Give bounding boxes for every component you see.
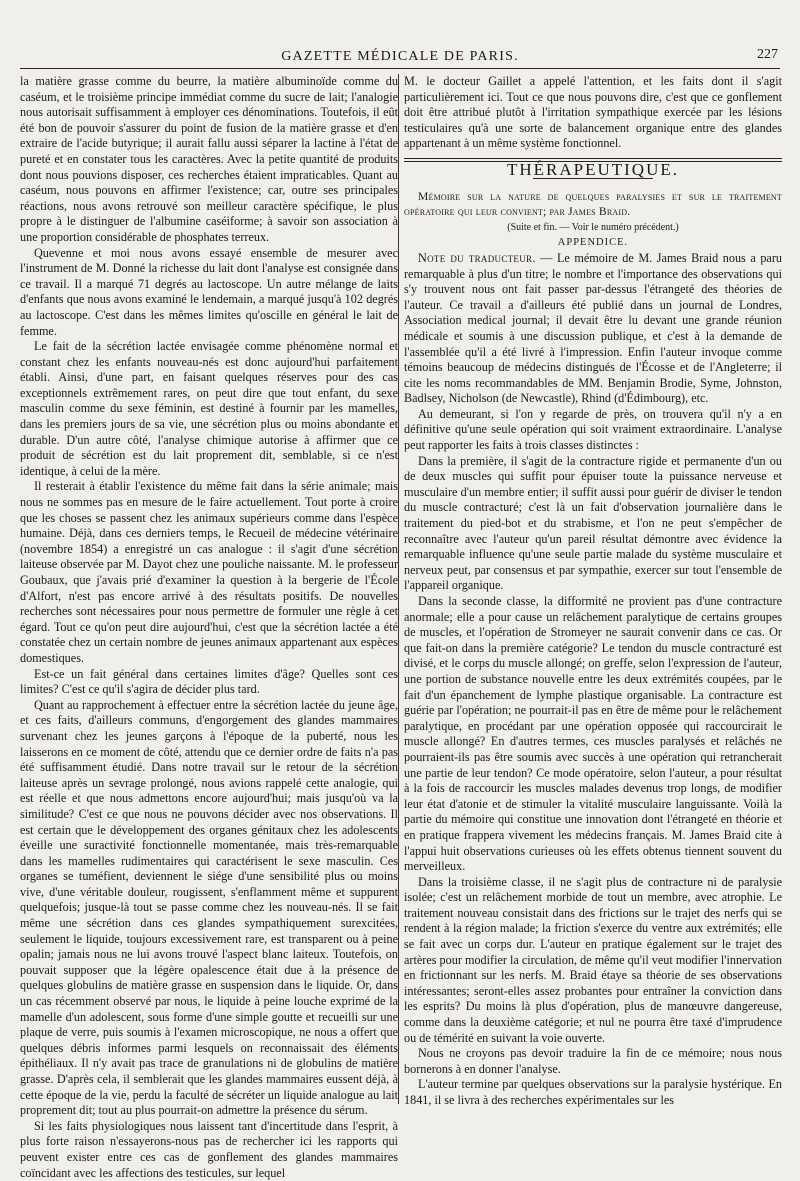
page-header — [20, 46, 780, 69]
left-paragraph: Est-ce un fait général dans certaines limites d'âge? Quelles sont ces limites? C'est ce qu'il s'agira de décider plus tard. — [20, 666, 398, 697]
left-paragraph: Le fait de la sécrétion lactée envisagée comme phénomène normal et constant chez les enfants nouveau-nés est donc aujourd'hui parfaitement établi. Ainsi, d'une part, en faisant quelques réserves pour des cas exceptionnels extrêmement rares, on peut dire que tout enfant, du sexe masculin comme du sexe féminin, est destiné à fournir par les mamelles, dans les premiers jours de sa vie, une sécrétion plus ou moins abondante et durable. D'un autre côté, l'analyse chimique autorise à affirmer que ce produit de sécrétion est du lait proprement dit, semblable, si ce n'est identique, à celui de la mère. — [20, 339, 398, 478]
section-rule-top — [404, 158, 782, 159]
left-paragraph: Quant au rapprochement à effectuer entre la sécrétion lactée du jeune âge, et ces faits, d'ailleurs communs, d'engorgement des glandes mammaires survenant chez les jeunes garçons à l'époque de la puberté, nous les laisserons en ce moment de côté, attendu que ce dernier ordre de faits n'a pas été suffisamment étudié. Dans notre travail sur le retour de la sécrétion laiteuse après un sevrage prolongé, nous avions rappelé cette analogie, qui est réelle et que nous admettons encore aujourd'hui; mais jusqu'où va la similitude? C'est ce que nous ne pouvons décider avec nos observations. Il est certain que le développement des organes génitaux chez les adolescents éveille une suractivité fonctionnelle momentanée, mais très-remarquable dans les mamelles rudimentaires qui caractérisent le sexe masculin. Ces organes se tuméfient, deviennent le siége d'une sensibilité plus ou moins vive, d'une véritable douleur, rougissent, s'enflamment même et suppurent quelquefois; jusque-là tout se passe comme chez les nouveau-nés. Il se fait même une sécrétion dans ces glandes sympathiquement surexcitées, seulement le liquide, toujours excessivement rare, est transparent ou à peine opalin; jamais nous ne lui avons trouvé l'aspect blanc laiteux. Toutefois, on pouvait supposer que la légère opalescence était due à la présence de quelques globulins de matière grasse en suspension dans le liquide. Or, dans un cas récemment observé par nous, le liquide à peine louche exprimé de la mamelle d'un adolescent, sous forme d'une simple goutte et recueilli sur une plaque de verre, puis soumis à l'examen microscopique, ne nous a offert que quelques débris informes parmi lesquels on reconnaissait des éléments épithéliaux. Il n'y avait pas trace de granulations ni de globulins de matière grasse. D'après cela, il semblerait que les glandes mammaires eussent déjà, à cette époque de la vie, perdu la faculté de sécréter un liquide analogue au lait proprement dit; tout au plus pourrait-on admettre la présence du sérum. — [20, 697, 398, 1118]
right-column — [404, 74, 782, 1107]
right-paragraph: Dans la seconde classe, la difformité ne provient pas d'une contracture anormale; elle a pour cause un relâchement paralytique de certains groupes de muscles, et l'opération de Stromeyer ne saurait convenir dans ce cas. Or que fait-on dans la première catégorie? Le tendon du muscle contracturé est divisé, et le corps du muscle allongé; on greffe, selon l'expression de l'auteur, une portion de substance nouvelle entre les deux extrémités coupées, par le fait d'un épanchement de lymphe plastique organisable. La contracture est guérie par l'opération; ne pourrait-il pas en être de même pour le relâchement paralytique, en procédant par une opération opposée qui raccourcirait le muscle allongé? En d'autres termes, ces muscles paralysés et relâchés ne pourraient-ils pas être soumis avec succès à une opération qui retrancherait une partie de leur tendon? Ce mode opératoire, selon l'auteur, a pour résultat à la fois de raccourcir les muscles malades devenus trop longs, de modifier leur état d'atonie et de stimuler la vitalité musculaire languissante. Voilà la partie du mémoire qui constitue une innovation dont l'étrangeté en théorie et en pratique frappera vivement les médecins français. M. James Braid cite à l'appui huit observations curieuses où les effets obtenus tiennent souvent du merveilleux. — [404, 594, 782, 874]
appendix-heading: APPENDICE. — [557, 237, 629, 249]
translator-note-text: — Le mémoire de M. James Braid nous a paru remarquable à plus d'un titre; le nombre et l'importance des observations qui s'y trouvent nous ont fait passer par-dessus l'étrangeté des théories de l'auteur. Ce travail a d'ailleurs été publié dans un journal de Londres, Association medical journal; il devait être lu devant une grande réunion médicale et soumis à une discussion publique, et c'est à la demande de l'assemblée qu'il a été livré à l'impression. Enfin l'auteur invoque comme témoins beaucoup de médecins distingués de l'Écosse et de l'Angleterre; il cite les noms recommandables de MM. Benjamin Brodie, Syme, Johnston, Badlsey, Nicholson (de Newcastle), Rhind (d'Édimbourg), etc. — [404, 250, 782, 406]
right-intro-paragraph: M. le docteur Gaillet a appelé l'attention, et les faits dont il s'agit particulièrement ici. Tout ce que nous pouvons dire, c'est que ce gonflement doit être attribué plutôt à l'irritation sympathique exercée par les lésions testiculaires qu'à une sorte de balancement organique entre des glandes appartenant à un même système fonctionnel. — [404, 74, 782, 151]
left-paragraph: Si les faits physiologiques nous laissent tant d'incertitude dans l'esprit, à plus forte raison n'essayerons-nous pas de rechercher ici les rapports qui peuvent exister entre ces cas de gonflement des glandes mammaires coïncidant avec les affections des testicules, sur lequel — [20, 1118, 398, 1180]
left-column — [20, 74, 398, 1180]
memoir-title: Mémoire sur la nature de quelques paralysies et sur le traitement opératoire qui leur convient; par James Braid. — [404, 189, 782, 219]
continuation-note: (Suite et fin. — Voir le numéro précédent.) — [507, 221, 679, 233]
right-paragraph: Dans la première, il s'agit de la contracture rigide et permanente d'un ou de deux muscles qui suffit pour épuiser toute la puissance nerveuse et musculaire d'un membre entier; il suffit aussi pour guérir de diviser le tendon du muscle contracturé; c'est là un fait d'observation journalière dans le traitement du pied-bot et du strabisme, et l'on ne peut s'empêcher de reconnaître avec l'auteur qu'un pareil résultat démontre avec évidence la remarquable influence qu'une seule partie malade du système musculaire et nerveux peut, par consensus et par sympathie, exercer sur tout l'ensemble de l'appareil organique. — [404, 453, 782, 593]
page-number: 227 — [757, 47, 778, 62]
left-paragraph: Il resterait à établir l'existence du même fait dans la série animale; mais nous ne sommes pas en mesure de le faire actuellement. Tout porte à croire que les choses se passent chez les animaux supérieurs comme dans l'espèce humaine. Déjà, dans ces derniers temps, le Recueil de médecine vétérinaire (novembre 1854) a enregistré un cas analogue : il s'agit d'une sécrétion laiteuse observée par M. Dayot chez une pouliche naissante. M. le professeur Goubaux, que j'avais prié d'examiner la question à la bergerie de l'École d'Alfort, n'est pas encore arrivé à des résultats positifs. De nouvelles recherches sont nécessaires pour nous permettre de formuler une règle à cet égard. Tout ce qu'on peut dire aujourd'hui, c'est que la sécrétion lactée a été constatée chez un certain nombre de jeunes animaux appartenant aux espèces domestiques. — [20, 479, 398, 665]
right-paragraph: Au demeurant, si l'on y regarde de près, on trouvera qu'il n'y a en définitive qu'une seule opération qui soit vraiment extraordinaire. L'analyse peut rapporter les faits à trois classes distinctes : — [404, 406, 782, 453]
right-paragraph: Dans la troisième classe, il ne s'agit plus de contracture ni de paralysie isolée; c'est un relâchement morbide de tout un membre, avec atrophie. Le traitement nouveau consistait dans des frictions sur le trajet des nerfs qui se rendent à la région malade; la friction s'exerce du ventre aux extrémités; elle se fait avec un corps dur. L'auteur en pratique également sur le trajet des artères pour modifier la circulation, de même qu'il veut modifier l'innervation en frictionnant sur les nerfs. M. Braid étaye sa théorie de ses observations intéressantes; seront-elles assez probantes pour entraîner la conviction dans les esprits? Du moins là plus d'opération, plus de manœuvre dangereuse, comme dans la deuxième catégorie; et nul ne pourra être taxé d'imprudence ou de témérité en suivant la voie ouverte. — [404, 874, 782, 1045]
translator-note-paragraph — [404, 251, 782, 407]
column-divider — [398, 74, 399, 1104]
right-paragraph: L'auteur termine par quelques observations sur la paralysie hystérique. En 1841, il se livra à des recherches expérimentales sur les — [404, 1077, 782, 1107]
right-paragraph: Nous ne croyons pas devoir traduire la fin de ce mémoire; nous nous bornerons à en donner l'analyse. — [404, 1046, 782, 1076]
section-title: THÉRAPEUTIQUE. — [506, 159, 679, 179]
translator-note-label: Note du traducteur. — [418, 250, 536, 265]
left-paragraph: Quevenne et moi nous avons essayé ensemble de mesurer avec l'instrument de M. Donné la richesse du lait dont l'analyse est consignée dans ce travail. Il a marqué 71 degrés au lactoscope. Un autre mélange de laits d'enfants que nous avons examiné le lendemain, a marqué jusqu'à 102 degrés au lactoscope. C'est dans les mêmes limites qu'oscille en général le lait de femme. — [20, 245, 398, 338]
journal-title: GAZETTE MÉDICALE DE PARIS. — [281, 49, 519, 64]
left-paragraph: la matière grasse comme du beurre, la matière albuminoïde comme du caséum, et le troisième principe immédiat comme du sucre de lait; l'analogie nous autorisait suffisamment à employer ces dénominations. Toutefois, il eût été bon de pouvoir s'assurer du point de fusion de la matière grasse et d'en extraire de l'acide butyrique; il aurait fallu aussi séparer la lactine à l'état de pureté et en constater tous les caractères. Avec la petite quantité de produits dont nous pouvions disposer, ces recherches étaient impraticables. Quant au caséum, nous pouvons en affirmer l'existence; car, outre ses principales réactions, nous avons retrouvé son meilleur caractère spécifique, le plus propre à le distinguer de l'albumine caséiforme; à savoir son association à une proportion considérable de phosphates terreux. — [20, 74, 398, 244]
